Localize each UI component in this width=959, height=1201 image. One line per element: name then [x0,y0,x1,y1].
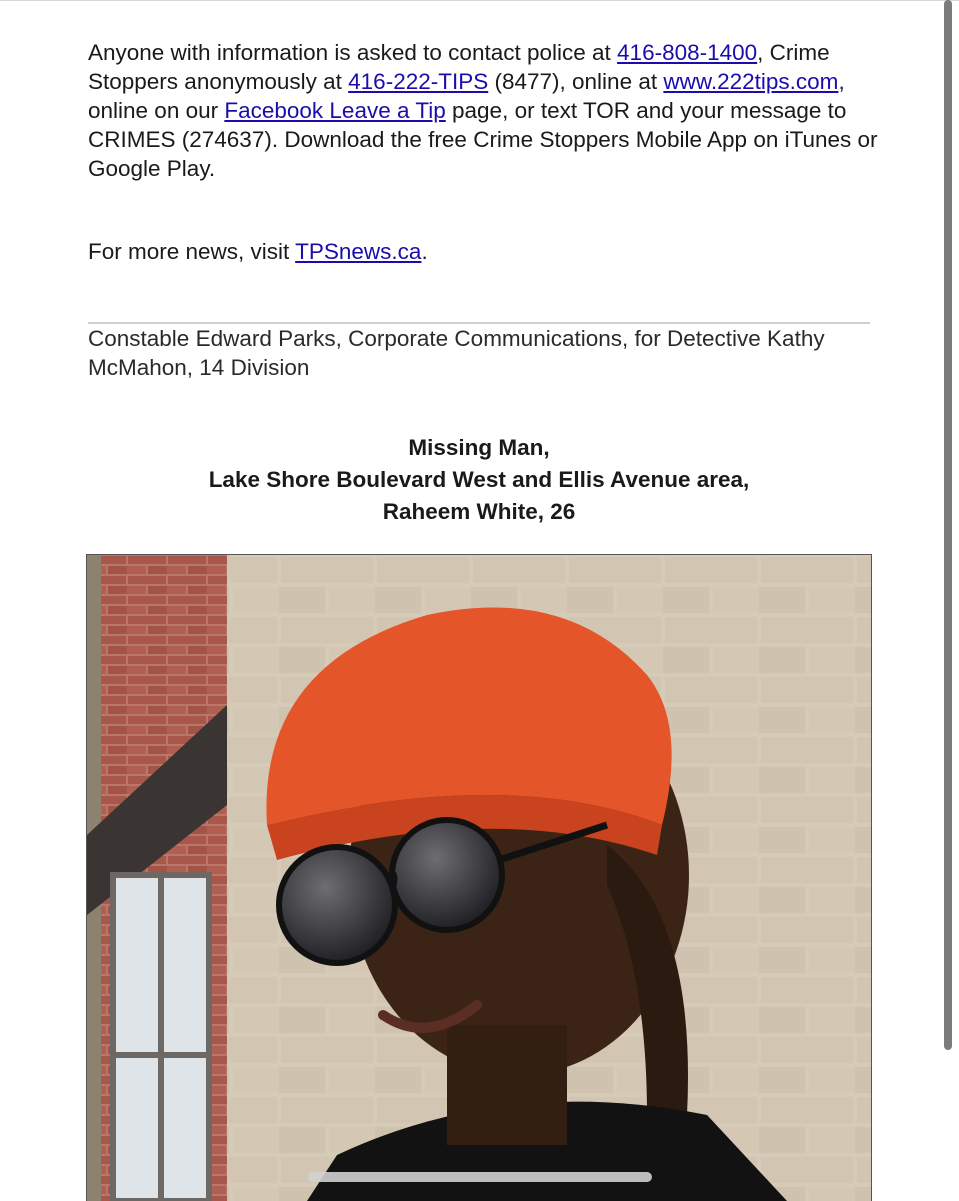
missing-person-photo [86,554,872,1201]
news-paragraph [88,237,428,266]
contact-text-5: page, or text TOR and your message to CRIMES (274637). Download the free Crime Stoppers Mobile App on iTunes or Google Play. [88,98,878,181]
top-divider [0,0,959,5]
headline-line-1: Missing Man, [408,435,550,460]
contact-paragraph [88,38,878,183]
tips-phone-link[interactable]: 416-222-TIPS [348,69,489,94]
contact-text-4: , online on our [88,69,845,123]
news-prefix: For more news, visit [88,239,296,264]
news-suffix: . [421,239,428,264]
byline: Constable Edward Parks, Corporate Communications, for Detective Kathy McMahon, 14 Division [88,326,825,380]
police-phone-link[interactable]: 416-808-1400 [617,40,758,65]
headline-line-3: Raheem White, 26 [382,499,576,524]
contact-text-1: Anyone with information is asked to contact police at [88,40,618,65]
contact-text-3: (8477), online at [488,69,664,94]
tips-website-link[interactable]: www.222tips.com [663,69,839,94]
missing-person-headline [88,432,870,528]
vertical-scrollbar[interactable] [944,0,952,1050]
tpsnews-link[interactable]: TPSnews.ca [295,239,422,264]
headline-line-2: Lake Shore Boulevard West and Ellis Avenue area, [208,467,750,492]
contact-text-2: , Crime Stoppers anonymously at [88,40,830,94]
facebook-tip-link[interactable]: Facebook Leave a Tip [224,98,446,123]
home-indicator[interactable] [308,1172,652,1182]
